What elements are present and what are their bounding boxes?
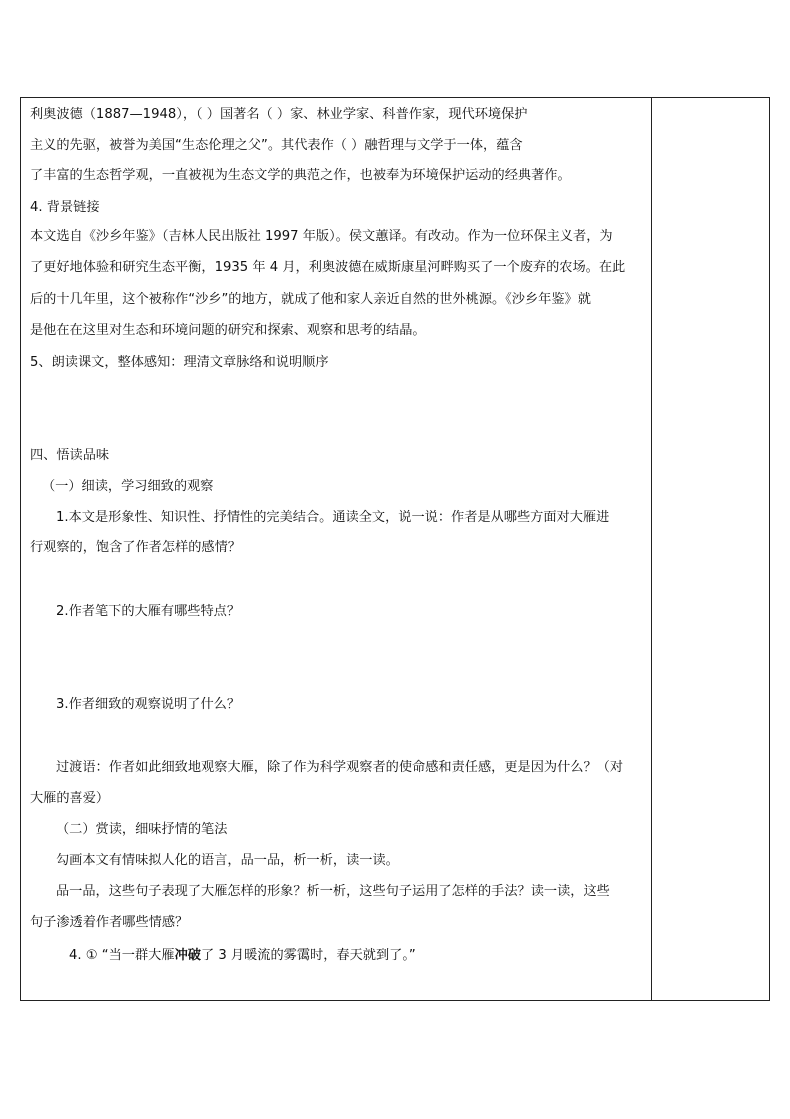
question-line: 1.本文是形象性、知识性、抒情性的完美结合。通读全文，说一说：作者是从哪些方面对大雁进 [56,510,610,525]
question-line: 2.作者笔下的大雁有哪些特点？ [56,604,241,619]
column-divider [651,98,652,1000]
text-line: 过渡语：作者如此细致地观察大雁，除了作为科学观察者的使命感和责任感，更是因为什么？（对 [56,760,624,775]
subsection-heading: （二）赏读，细味抒情的笔法 [56,822,228,837]
text-line: 后的十几年里，这个被称作“沙乡”的地方，就成了他和家人亲近自然的世外桃源。《沙乡年鉴》就 [30,292,591,307]
quote-prefix: 4. ① “当一群大雁 [69,948,175,963]
quote-bold: 冲破 [174,948,201,963]
text-line: 品一品，这些句子表现了大雁怎样的形象？析一析，这些句子运用了怎样的手法？读一读，这些 [56,884,610,899]
section-heading: 4. 背景链接 [30,200,100,215]
text-line: 是他在在这里对生态和环境问题的研究和探索、观察和思考的结晶。 [30,323,426,338]
text-line: 句子渗透着作者哪些情感？ [30,915,189,930]
text-line: 了丰富的生态哲学观，一直被视为生态文学的典范之作，也被奉为环境保护运动的经典著作。 [30,168,571,183]
quote-suffix: 了 3 月暖流的雾霭时，春天就到了。” [200,948,416,963]
text-line: 利奥波德（1887—1948），（ ）国著名（ ）家、林业学家、科普作家，现代环境保护 [30,107,528,122]
subsection-heading: （一）细读，学习细致的观察 [42,479,214,494]
text-line: 勾画本文有情味拟人化的语言，品一品，析一析，读一读。 [56,853,399,868]
question-line: 3.作者细致的观察说明了什么？ [56,697,241,712]
question-line: 行观察的，饱含了作者怎样的感情？ [30,540,241,555]
section-heading: 四、悟读品味 [30,448,110,463]
text-line: 本文选自《沙乡年鉴》（吉林人民出版社 1997 年版）。侯文蕙译。有改动。作为一位环保主义者，为 [30,229,613,244]
quote-line [69,946,416,966]
text-line: 主义的先驱，被誉为美国“生态伦理之父”。其代表作（ ）融哲理与文学于一体，蕴含 [30,138,523,153]
text-line: 大雁的喜爱） [30,791,110,806]
text-line: 了更好地体验和研究生态平衡，1935 年 4 月，利奥波德在威斯康星河畔购买了一个废弃的农场。在此 [30,260,626,275]
content-table [20,97,770,1001]
section-heading: 5、朗读课文，整体感知：理清文章脉络和说明顺序 [30,355,329,370]
